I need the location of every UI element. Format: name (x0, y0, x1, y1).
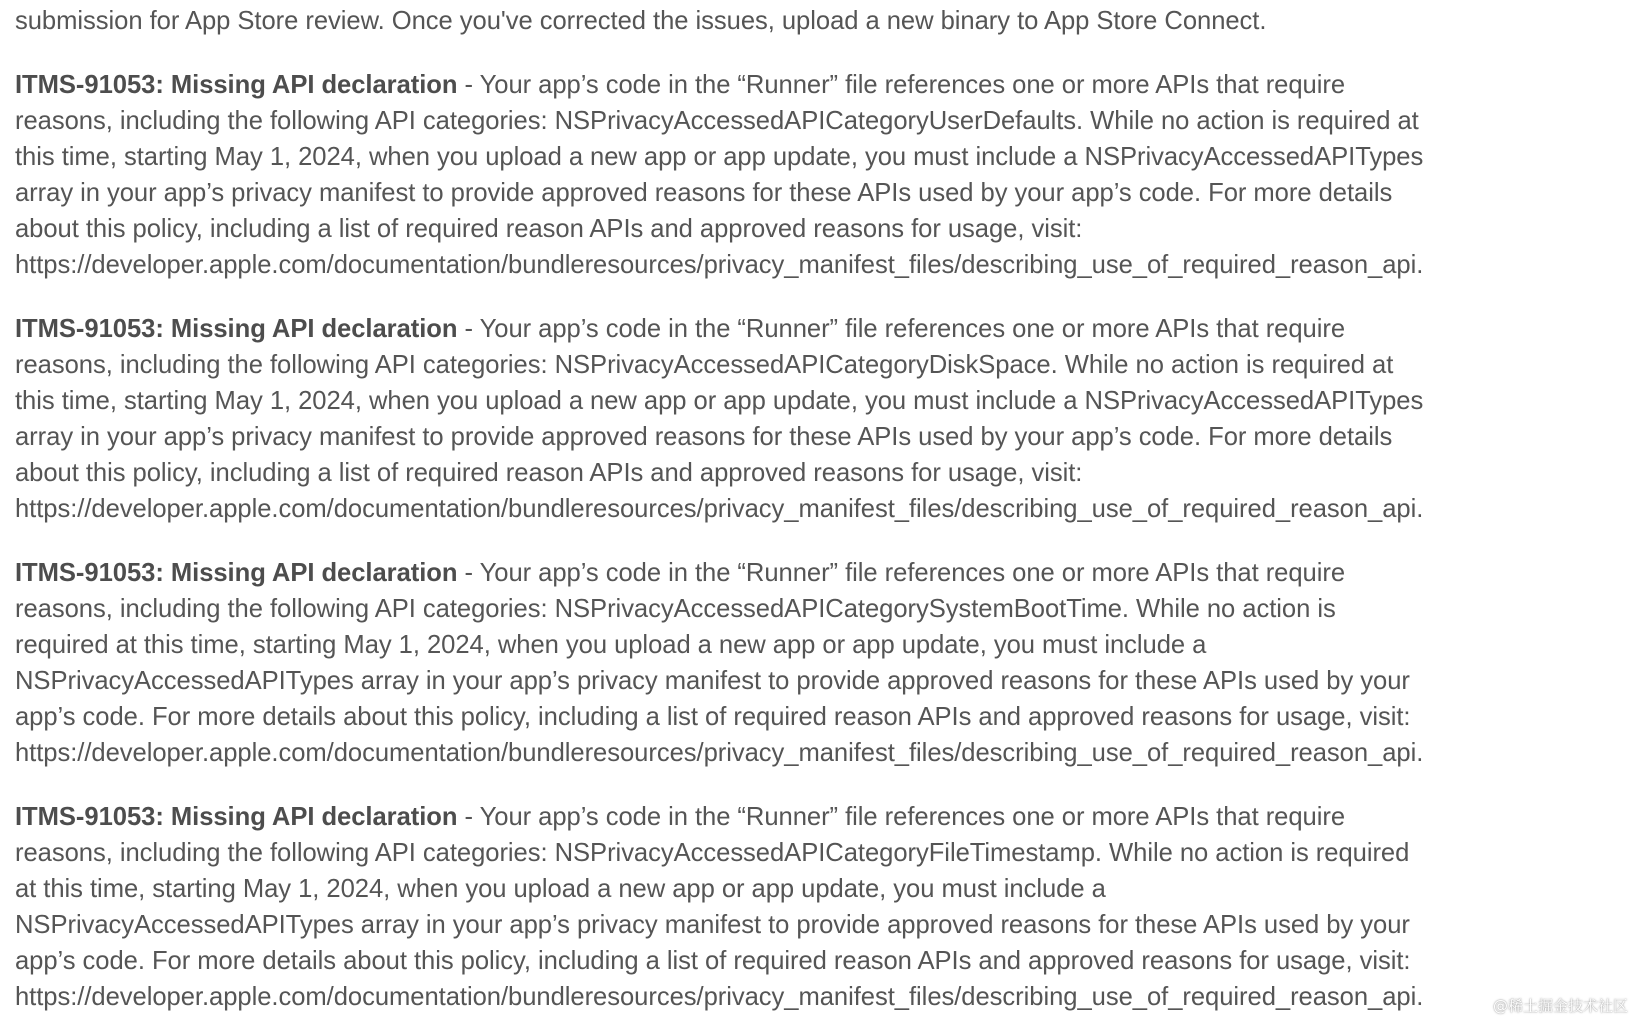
issue-itms-91053-disk-space (15, 311, 1615, 527)
issue-first-line (15, 311, 1615, 347)
issue-text-line: about this policy, including a list of required reason APIs and approved reasons for usage, visit: (15, 215, 1083, 243)
issue-text-line: array in your app’s privacy manifest to provide approved reasons for these APIs used by your app’s code. For more details (15, 179, 1393, 207)
issue-text-line: reasons, including the following API categories: NSPrivacyAccessedAPICategoryFileTimestamp. While no action is required (15, 839, 1410, 867)
issue-text-line: NSPrivacyAccessedAPITypes array in your app’s privacy manifest to provide approved reasons for these APIs used by your (15, 667, 1410, 695)
issue-reference-url: https://developer.apple.com/documentation/bundleresources/privacy_manifest_files/describing_use_of_required_reason_api. (15, 739, 1424, 767)
issue-itms-91053-system-boot-time (15, 555, 1615, 771)
issue-text-line: reasons, including the following API categories: NSPrivacyAccessedAPICategoryUserDefaults. While no action is required at (15, 107, 1419, 135)
issue-description: - Your app’s code in the “Runner” file references one or more APIs that require (457, 71, 1346, 99)
email-body (15, 0, 1615, 1015)
issue-text-line: reasons, including the following API categories: NSPrivacyAccessedAPICategorySystemBootTime. While no action is (15, 595, 1336, 623)
issue-title: ITMS-91053: Missing API declaration (15, 559, 458, 587)
intro-text: submission for App Store review. Once you've corrected the issues, upload a new binary to App Store Connect. (15, 7, 1267, 35)
issue-text-line: required at this time, starting May 1, 2024, when you upload a new app or app update, you must include a (15, 631, 1207, 659)
issue-itms-91053-file-timestamp (15, 799, 1615, 1015)
issue-text-line: this time, starting May 1, 2024, when you upload a new app or app update, you must include a NSPrivacyAccessedAPITypes (15, 387, 1424, 415)
issue-reference-url: https://developer.apple.com/documentation/bundleresources/privacy_manifest_files/describing_use_of_required_reason_api. (15, 495, 1424, 523)
issue-reference-url: https://developer.apple.com/documentation/bundleresources/privacy_manifest_files/describing_use_of_required_reason_api. (15, 983, 1424, 1011)
issue-text-line: this time, starting May 1, 2024, when you upload a new app or app update, you must include a NSPrivacyAccessedAPITypes (15, 143, 1424, 171)
issue-itms-91053-user-defaults (15, 67, 1615, 283)
issue-description: - Your app’s code in the “Runner” file references one or more APIs that require (457, 559, 1346, 587)
issue-text-line: NSPrivacyAccessedAPITypes array in your app’s privacy manifest to provide approved reasons for these APIs used by your (15, 911, 1410, 939)
issue-description: - Your app’s code in the “Runner” file references one or more APIs that require (457, 803, 1346, 831)
watermark: @稀土掘金技术社区 (1492, 997, 1628, 1015)
issue-text-line: app’s code. For more details about this policy, including a list of required reason APIs and approved reasons for usage, visit: (15, 703, 1411, 731)
issue-text-line: app’s code. For more details about this policy, including a list of required reason APIs and approved reasons for usage, visit: (15, 947, 1411, 975)
issue-first-line (15, 799, 1615, 835)
issue-first-line (15, 555, 1615, 591)
issue-text-line: array in your app’s privacy manifest to provide approved reasons for these APIs used by your app’s code. For more details (15, 423, 1393, 451)
issue-title: ITMS-91053: Missing API declaration (15, 315, 458, 343)
issue-first-line (15, 67, 1615, 103)
issue-description: - Your app’s code in the “Runner” file references one or more APIs that require (457, 315, 1346, 343)
issue-text-line: reasons, including the following API categories: NSPrivacyAccessedAPICategoryDiskSpace. While no action is required at (15, 351, 1394, 379)
issue-title: ITMS-91053: Missing API declaration (15, 71, 458, 99)
issue-reference-url: https://developer.apple.com/documentation/bundleresources/privacy_manifest_files/describing_use_of_required_reason_api. (15, 251, 1424, 279)
issue-text-line: at this time, starting May 1, 2024, when you upload a new app or app update, you must include a (15, 875, 1106, 903)
issue-text-line: about this policy, including a list of required reason APIs and approved reasons for usage, visit: (15, 459, 1083, 487)
issue-title: ITMS-91053: Missing API declaration (15, 803, 458, 831)
